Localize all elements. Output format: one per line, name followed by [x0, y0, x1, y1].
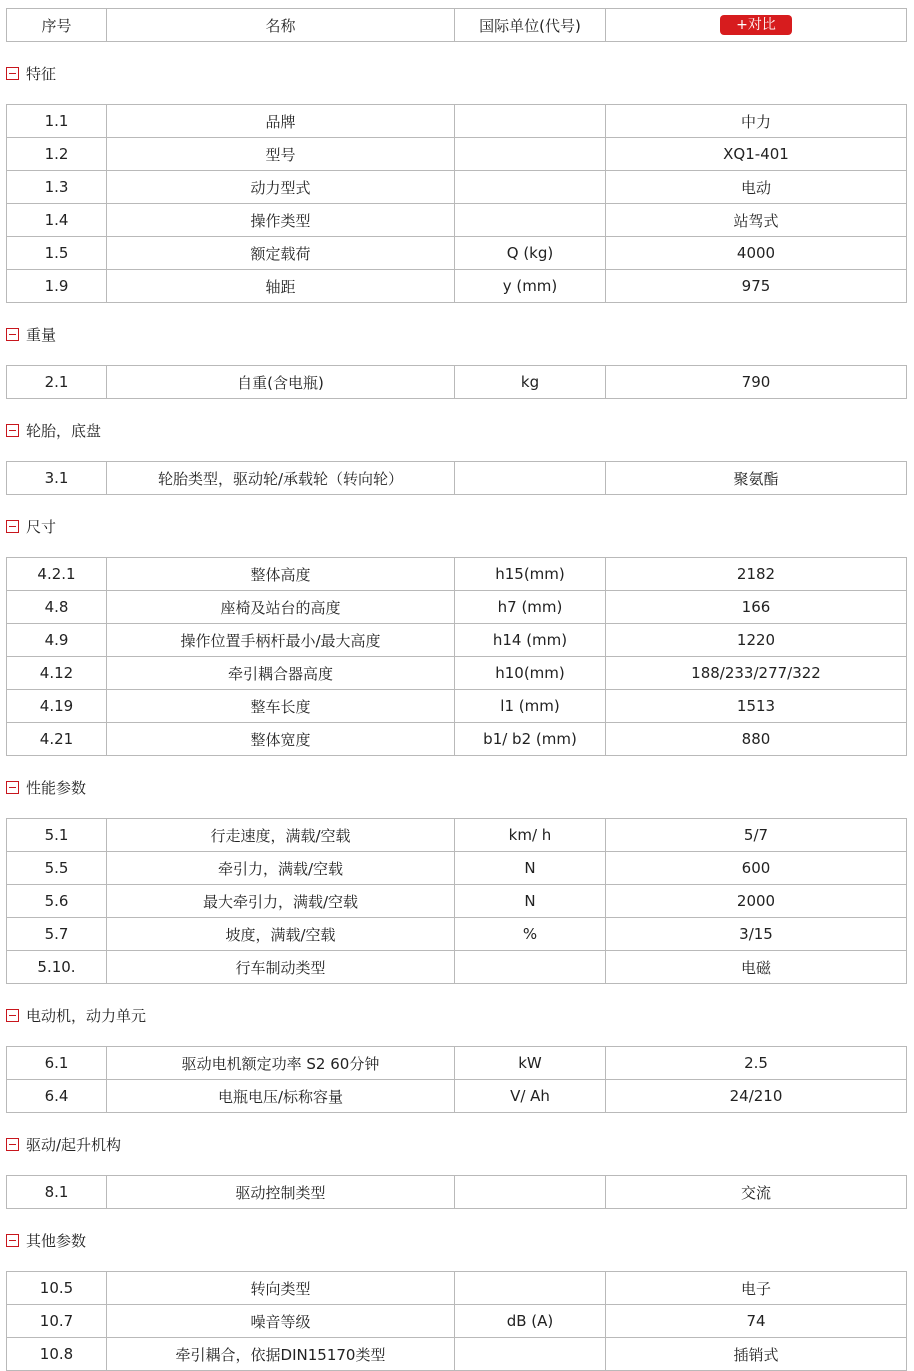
- spec-name: 整体宽度: [107, 723, 455, 756]
- spec-unit: [455, 204, 606, 237]
- header-index: 序号: [7, 9, 107, 42]
- spec-index: 1.1: [7, 105, 107, 138]
- section-title: 轮胎，底盘: [26, 421, 102, 440]
- spec-unit: h10(mm): [455, 657, 606, 690]
- spec-index: 3.1: [7, 462, 107, 495]
- section-header[interactable]: [6, 42, 906, 104]
- spec-unit: l1 (mm): [455, 690, 606, 723]
- table-row: [7, 852, 907, 885]
- spec-index: 10.7: [7, 1305, 107, 1338]
- collapse-minus-icon[interactable]: [6, 1234, 19, 1247]
- spec-unit: dB (A): [455, 1305, 606, 1338]
- spec-unit: %: [455, 918, 606, 951]
- spec-name: 驱动控制类型: [107, 1176, 455, 1209]
- spec-name: 最大牵引力，满载/空载: [107, 885, 455, 918]
- spec-value: 5/7: [606, 819, 907, 852]
- spec-name: 整车长度: [107, 690, 455, 723]
- spec-unit: [455, 171, 606, 204]
- table-row: [7, 819, 907, 852]
- spec-index: 6.1: [7, 1047, 107, 1080]
- section-header[interactable]: [6, 1113, 906, 1175]
- spec-name: 噪音等级: [107, 1305, 455, 1338]
- spec-value: 站驾式: [606, 204, 907, 237]
- section-title: 尺寸: [26, 517, 57, 536]
- section-header[interactable]: [6, 756, 906, 818]
- section-header[interactable]: [6, 1209, 906, 1271]
- spec-unit: V/ Ah: [455, 1080, 606, 1113]
- spec-index: 2.1: [7, 366, 107, 399]
- spec-index: 4.19: [7, 690, 107, 723]
- spec-name: 自重(含电瓶): [107, 366, 455, 399]
- spec-value: 4000: [606, 237, 907, 270]
- spec-unit: h14 (mm): [455, 624, 606, 657]
- spec-table: [6, 1175, 907, 1209]
- spec-value: 电子: [606, 1272, 907, 1305]
- spec-value: 电动: [606, 171, 907, 204]
- spec-unit: [455, 105, 606, 138]
- table-row: [7, 138, 907, 171]
- spec-table: [6, 365, 907, 399]
- spec-value: 1513: [606, 690, 907, 723]
- spec-index: 5.1: [7, 819, 107, 852]
- spec-index: 5.10.: [7, 951, 107, 984]
- spec-name: 品牌: [107, 105, 455, 138]
- table-row: [7, 657, 907, 690]
- spec-value: 2182: [606, 558, 907, 591]
- spec-index: 1.4: [7, 204, 107, 237]
- table-row: [7, 624, 907, 657]
- spec-value: 74: [606, 1305, 907, 1338]
- spec-index: 1.3: [7, 171, 107, 204]
- spec-unit: [455, 462, 606, 495]
- compare-button[interactable]: +对比: [720, 15, 792, 35]
- spec-index: 5.6: [7, 885, 107, 918]
- spec-page: [6, 8, 906, 1371]
- section-title: 特征: [26, 64, 57, 83]
- table-row: [7, 462, 907, 495]
- spec-index: 1.2: [7, 138, 107, 171]
- spec-value: 交流: [606, 1176, 907, 1209]
- spec-value: 790: [606, 366, 907, 399]
- spec-index: 4.8: [7, 591, 107, 624]
- spec-unit: h7 (mm): [455, 591, 606, 624]
- spec-table: [6, 1271, 907, 1371]
- spec-index: 4.12: [7, 657, 107, 690]
- section-title: 其他参数: [26, 1231, 87, 1250]
- spec-table: [6, 818, 907, 984]
- section-header[interactable]: [6, 984, 906, 1046]
- spec-index: 4.21: [7, 723, 107, 756]
- collapse-minus-icon[interactable]: [6, 1009, 19, 1022]
- spec-name: 型号: [107, 138, 455, 171]
- table-row: [7, 105, 907, 138]
- header-name: 名称: [107, 9, 455, 42]
- spec-name: 坡度，满载/空载: [107, 918, 455, 951]
- spec-table: [6, 1046, 907, 1113]
- section-title: 重量: [26, 325, 57, 344]
- header-compare-cell: [606, 9, 907, 42]
- spec-table: [6, 461, 907, 495]
- table-row: [7, 1047, 907, 1080]
- spec-unit: [455, 1176, 606, 1209]
- table-row: [7, 270, 907, 303]
- table-row: [7, 204, 907, 237]
- spec-index: 10.5: [7, 1272, 107, 1305]
- spec-sections: [6, 42, 906, 1371]
- spec-unit: h15(mm): [455, 558, 606, 591]
- table-row: [7, 885, 907, 918]
- spec-index: 4.2.1: [7, 558, 107, 591]
- spec-unit: b1/ b2 (mm): [455, 723, 606, 756]
- section-title: 电动机，动力单元: [26, 1006, 147, 1025]
- spec-unit: km/ h: [455, 819, 606, 852]
- spec-value: 3/15: [606, 918, 907, 951]
- section-header[interactable]: [6, 399, 906, 461]
- table-row: [7, 690, 907, 723]
- spec-name: 轴距: [107, 270, 455, 303]
- spec-index: 6.4: [7, 1080, 107, 1113]
- spec-value: 电磁: [606, 951, 907, 984]
- spec-value: 2000: [606, 885, 907, 918]
- collapse-minus-icon[interactable]: [6, 424, 19, 437]
- spec-name: 牵引耦合，依据DIN15170类型: [107, 1338, 455, 1371]
- spec-index: 4.9: [7, 624, 107, 657]
- collapse-minus-icon[interactable]: [6, 520, 19, 533]
- table-row: [7, 918, 907, 951]
- table-row: [7, 1272, 907, 1305]
- spec-index: 1.9: [7, 270, 107, 303]
- spec-unit: [455, 138, 606, 171]
- spec-unit: kg: [455, 366, 606, 399]
- spec-name: 驱动电机额定功率 S2 60分钟: [107, 1047, 455, 1080]
- table-row: [7, 366, 907, 399]
- spec-value: 2.5: [606, 1047, 907, 1080]
- spec-header-table: [6, 8, 907, 42]
- spec-value: 188/233/277/322: [606, 657, 907, 690]
- spec-table: [6, 104, 907, 303]
- spec-value: 插销式: [606, 1338, 907, 1371]
- spec-name: 额定载荷: [107, 237, 455, 270]
- spec-index: 8.1: [7, 1176, 107, 1209]
- spec-index: 1.5: [7, 237, 107, 270]
- spec-name: 行走速度，满载/空载: [107, 819, 455, 852]
- spec-unit: [455, 951, 606, 984]
- spec-value: 975: [606, 270, 907, 303]
- spec-unit: y (mm): [455, 270, 606, 303]
- section-header[interactable]: [6, 303, 906, 365]
- spec-name: 座椅及站台的高度: [107, 591, 455, 624]
- spec-name: 操作位置手柄杆最小/最大高度: [107, 624, 455, 657]
- spec-name: 整体高度: [107, 558, 455, 591]
- collapse-minus-icon[interactable]: [6, 781, 19, 794]
- table-row: [7, 1080, 907, 1113]
- table-row: [7, 951, 907, 984]
- spec-name: 操作类型: [107, 204, 455, 237]
- spec-name: 转向类型: [107, 1272, 455, 1305]
- spec-name: 动力型式: [107, 171, 455, 204]
- section-title: 性能参数: [26, 778, 87, 797]
- table-row: [7, 1176, 907, 1209]
- table-row: [7, 558, 907, 591]
- spec-value: 600: [606, 852, 907, 885]
- spec-value: 聚氨酯: [606, 462, 907, 495]
- spec-unit: Q (kg): [455, 237, 606, 270]
- spec-index: 10.8: [7, 1338, 107, 1371]
- spec-unit: [455, 1272, 606, 1305]
- spec-index: 5.7: [7, 918, 107, 951]
- spec-value: 880: [606, 723, 907, 756]
- spec-name: 轮胎类型，驱动轮/承载轮（转向轮）: [107, 462, 455, 495]
- section-title: 驱动/起升机构: [26, 1135, 122, 1154]
- header-unit: 国际单位(代号): [455, 9, 606, 42]
- spec-name: 牵引耦合器高度: [107, 657, 455, 690]
- table-row: [7, 171, 907, 204]
- spec-name: 行车制动类型: [107, 951, 455, 984]
- spec-unit: kW: [455, 1047, 606, 1080]
- spec-value: 166: [606, 591, 907, 624]
- table-row: [7, 1305, 907, 1338]
- table-row: [7, 237, 907, 270]
- collapse-minus-icon[interactable]: [6, 67, 19, 80]
- spec-value: 24/210: [606, 1080, 907, 1113]
- spec-name: 电瓶电压/标称容量: [107, 1080, 455, 1113]
- spec-table: [6, 557, 907, 756]
- table-row: [7, 591, 907, 624]
- spec-name: 牵引力，满载/空载: [107, 852, 455, 885]
- spec-unit: N: [455, 852, 606, 885]
- header-row: [7, 9, 907, 42]
- spec-value: XQ1-401: [606, 138, 907, 171]
- table-row: [7, 723, 907, 756]
- collapse-minus-icon[interactable]: [6, 1138, 19, 1151]
- spec-unit: N: [455, 885, 606, 918]
- section-header[interactable]: [6, 495, 906, 557]
- spec-value: 中力: [606, 105, 907, 138]
- spec-index: 5.5: [7, 852, 107, 885]
- collapse-minus-icon[interactable]: [6, 328, 19, 341]
- spec-value: 1220: [606, 624, 907, 657]
